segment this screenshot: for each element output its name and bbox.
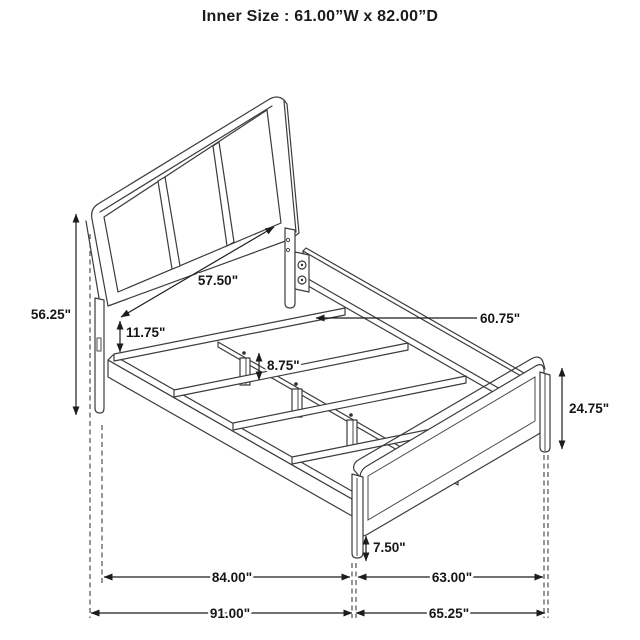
dim-label-overall-length: 91.00" (209, 606, 251, 621)
page-title: Inner Size : 61.00”W x 82.00”D (201, 8, 439, 25)
dim-label-overall-width: 65.25" (428, 606, 470, 621)
dim-label-rail-drop: 11.75" (126, 325, 166, 340)
dim-label-slat-length: 60.75" (480, 311, 521, 326)
dim-label-footboard-height: 24.75" (569, 401, 610, 416)
headboard-left-leg (95, 298, 104, 413)
dim-label-inner-length: 84.00" (211, 570, 253, 585)
dim-label-headboard-width: 57.50" (197, 273, 239, 288)
dim-label-footboard-inner-width: 63.00" (431, 570, 473, 585)
dim-label-support-height: 8.75" (267, 358, 300, 373)
dim-label-footboard-leg: 7.50" (373, 540, 406, 555)
rail-bracket (295, 252, 309, 292)
footboard (352, 357, 550, 558)
dim-label-headboard-height: 56.25" (30, 307, 71, 322)
